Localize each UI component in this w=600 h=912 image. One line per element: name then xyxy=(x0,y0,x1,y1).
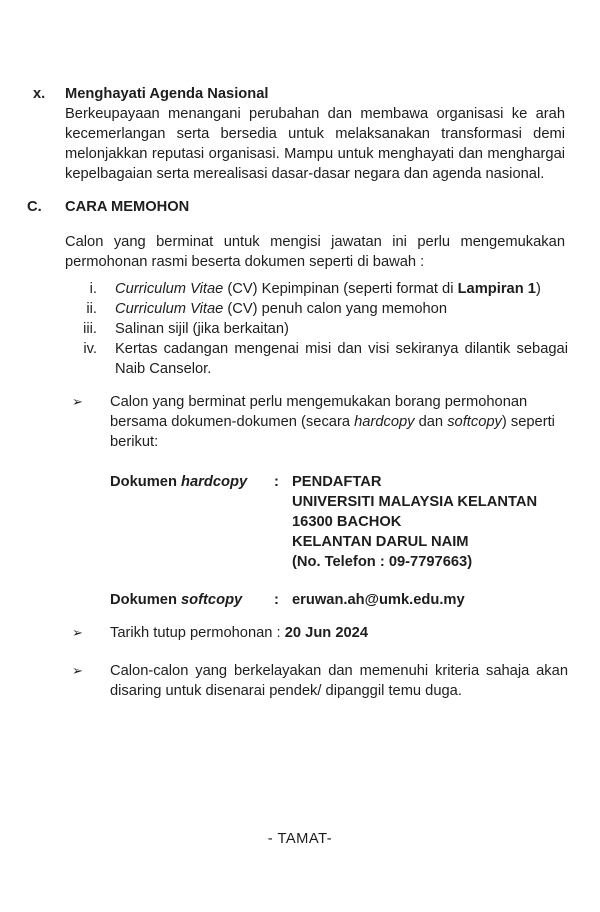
list-item-text: Curriculum Vitae (CV) Kepimpinan (seperti format di Lampiran 1) xyxy=(115,281,541,297)
address-line: (No. Telefon : 09-7797663) xyxy=(292,554,473,570)
list-item xyxy=(0,279,600,299)
deadline-date: 20 Jun 2024 xyxy=(284,625,369,641)
address-line: KELANTAN DARUL NAIM xyxy=(292,534,469,550)
section-x-body: Berkeupayaan menangani perubahan dan membawa organisasi ke arah kecemerlangan serta bersedia untuk melaksanakan transformasi demi melonjakkan reputasi organisasi. Mampu untuk menghayati dan menghargai kepelbagaian serta merealisasi dasar-dasar negara dan agenda nasional. xyxy=(65,106,565,182)
list-item-number: iv. xyxy=(83,341,97,357)
document-checklist xyxy=(0,279,600,379)
list-item-number: iii. xyxy=(83,321,97,337)
hardcopy-block xyxy=(0,472,600,572)
screening-text: Calon-calon yang berkelayakan dan memenuhi kriteria sahaja akan disaring untuk disenarai pendek/ dipanggil temu duga. xyxy=(110,663,568,699)
section-c-intro: Calon yang berminat untuk mengisi jawatan ini perlu mengemukakan permohonan rasmi beserta dokumen seperti di bawah : xyxy=(65,234,565,270)
address-line: UNIVERSITI MALAYSIA KELANTAN xyxy=(292,494,538,510)
arrow-bullet-icon: ➢ xyxy=(72,394,83,409)
list-item-number: i. xyxy=(89,281,97,297)
screening-bullet xyxy=(0,661,600,701)
section-x-heading-row xyxy=(0,84,600,104)
hardcopy-label: Dokumen hardcopy xyxy=(110,474,248,490)
section-c-title: CARA MEMOHON xyxy=(65,199,190,215)
deadline-bullet xyxy=(0,623,600,643)
section-c-heading-row xyxy=(0,197,600,217)
bullet-submission-text: Calon yang berminat perlu mengemukakan borang permohonan bersama dokumen-dokumen (secara hardcopy dan softcopy) seperti berikut: xyxy=(110,394,555,450)
address-line: PENDAFTAR xyxy=(292,474,382,490)
arrow-bullet-icon: ➢ xyxy=(72,663,83,678)
section-x-label: x. xyxy=(33,86,46,102)
softcopy-label: Dokumen softcopy xyxy=(110,592,243,608)
list-item-text: Curriculum Vitae (CV) penuh calon yang memohon xyxy=(115,301,448,317)
softcopy-block xyxy=(0,590,600,610)
address-line: 16300 BACHOK xyxy=(292,514,402,530)
softcopy-email: eruwan.ah@umk.edu.my xyxy=(292,592,465,608)
softcopy-colon: : xyxy=(274,592,279,608)
end-marker: - TAMAT- xyxy=(267,831,333,847)
hardcopy-colon: : xyxy=(274,474,279,490)
arrow-bullet-icon: ➢ xyxy=(72,625,83,640)
list-item-text: Salinan sijil (jika berkaitan) xyxy=(115,321,289,337)
list-item xyxy=(0,339,600,379)
section-x-title: Menghayati Agenda Nasional xyxy=(65,86,269,102)
bullet-submission xyxy=(0,392,600,452)
list-item xyxy=(0,299,600,319)
list-item-number: ii. xyxy=(86,301,97,317)
list-item xyxy=(0,319,600,339)
deadline-text: Tarikh tutup permohonan : 20 Jun 2024 xyxy=(110,625,369,641)
section-c-label: C. xyxy=(27,199,42,215)
list-item-text: Kertas cadangan mengenai misi dan visi sekiranya dilantik sebagai Naib Canselor. xyxy=(115,341,568,377)
hardcopy-address xyxy=(292,472,537,572)
